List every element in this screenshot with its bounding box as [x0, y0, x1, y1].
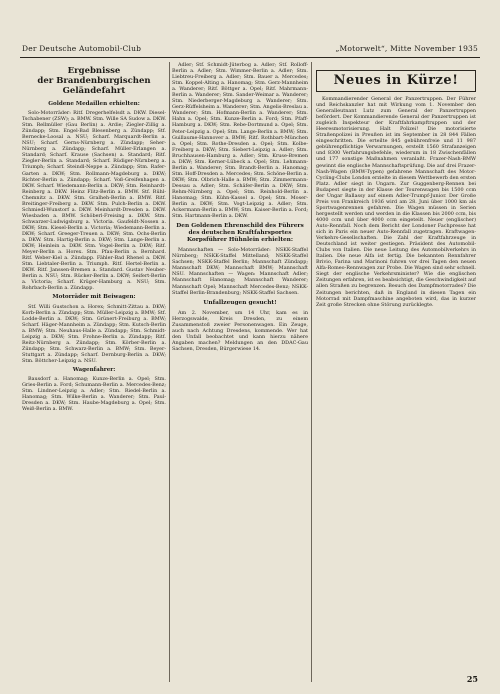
article-body: Mannschaften — Solo-Motorräder: NSKK-Staffel Nürnberg; NSKK-Staffel Mittelland; NSKK-Staffel Sachsen; NSKK-Staffel Berlin; Mannschaft Zündapp; Mannschaft DKW; Mannschaft BMW; Mannschaft NSU. Mannschaften — Wagen: Mannschaft Adler; Mannschaft Hanomag; Mannschaft Wanderer; Mannschaft Opel; Mannschaft Mercedes-Benz; NSKK-Staffel Berlin-Brandenburg; NSKK-Staffel Sachsen. — [172, 247, 308, 296]
article-title-line1: Ergebnisse — [67, 66, 121, 76]
page-number: 25 — [466, 674, 478, 684]
section-heading-ehrenschild: Den Goldenen Ehrenschild des Führers des deutschen Kraftfahrsportes Korpsführer Hühnlein erhielten: — [176, 223, 304, 244]
news-body: Kommandierender General der Panzertruppen. Der Führer und Reichskanzler hat mit Wirkung vom 1. November den Generalleutnant Lutz zum General der Panzertruppen befördert. Der Kommandierende General der Panzertruppen ist zugleich Inspekteur der Kraftfahrkampftruppen und der Heeresmotorisierung. Halt Polizei! Die motorisierte Straßenpolizei in Preußen ist im September in 28 844 Fällen eingeschritten. Die erteilte 845 gebührenfreie und 11 987 gebührenpflichtige Verwarnungen, erstellt 1560 Strafanzeigen und 8300 Verfahrungsbefehle, wiederum in 18 Zwischenfällen und 177 sonstige Maßnahmen veranlaßt. Frazer-Nash-BMW gewinnt die englische Mannschaftsprüfung. Die auf drei Frazer-Nash-Wagen (BMW-Typen) gefahrene Mannschaft des Motor-Cycling-Clubs London erzielte in diesem Wettbewerb den ersten Platz. Adler siegt in Ungarn. Zur Guggenberg-Rennen bei Budapest siegte in der Klasse der Tourenwagen bis 1500 ccm der Ungar Ballassy auf einem Adler-Trumpf-Junior. Der Große Preis von Frankreich 1936 wird am 28. Juni über 1000 km als Sportwagenrennen gefahren. Die Wagen müssen in Serien hergestellt werden und werden in die Klassen bis 2000 ccm, bis 4000 ccm und über 4000 ccm eingeteilt. Neuer (englischer) Auto-Rennfall. Noch dem Bericht der Londoner Fachpresse hat sich in Paris ein neuer Auto-Rennfall zugetragen. Kraftwagen-Verkehrs-Gesellschaften. Die Zahl der Kraftfahrzeuge in Deutschland ist weiter gestiegen. Präsident des Automobil-Clubs von Italien. Die neue Leitung des Automobilverkehrs in Italien. Die neue Alfa ist fertig. Die bekannten Rennfahrer Brivio, Farina und Marinoni fuhren vor drei Tagen den neuen Alfa-Romeo-Rennwagen zur Probe. Die Wagen sind sehr schnell. Siegt der englische Verkehrsminister? Wie die englischen Zeitungen erfahren, ist es beabsichtigt, die Geschwindigkeit auf allen Straßen zu begrenzen. Besuch des Dampfmotorrades? Die Zeitungen berichten, daß in England in diesen Tagen ein Motorrad mit Dampfmaschine angeboten wird, das in kurzer Zeit große Strecken ohne Störung zurücklegte. — [316, 96, 476, 308]
header-right: „Motorwelt“, Mitte November 1935 — [335, 44, 478, 53]
article-title-line2: der Brandenburgischen Geländefahrt — [37, 76, 151, 96]
column-divider — [311, 62, 312, 682]
column-2 — [172, 62, 308, 682]
header-left: Der Deutsche Automobil-Club — [22, 44, 142, 53]
news-box — [316, 70, 476, 92]
column-divider — [169, 62, 170, 682]
article-subhead: Goldene Medaillen erhielten: — [48, 101, 140, 107]
article-body: Am 2. November, um 14 Uhr, kam es in Herzogswalde, Kreis Dresden, zu einem Zusammenstoß zweier Personenwagen. Ein Zeuge, auch nach Achtung Dresdens, kommende. Wer hat den Unfall beobachtet und kann hierzu nähere Angaben machen? Meldungen an den DDAC-Gau Sachsen, Dresden, Bürgerwiese 14. — [172, 309, 308, 352]
article-body: Solo-Motorräder: Ritf. Dregerhelfelsdt a. DKW. Diesel-Tschabener (ZSW); a. BMW. Stm. Wille SA Sudow a. DKW. Stm. Rellmüller (Gau Berlin) a. Ardie; Ziegler-Zillig a. Zündapp; Stm. Engel-Bad Blesenberg a. Zündapp; Stf. Bernecke-Loosal a. NSU; Scharf. Marquardt-Berlin a. NSU; Scharf. Gerns-Nürnberg a. Zündapp; Seher-Nürnberg a. Zündapp; Scharf. Müller-Erlangen a. Standard; Scharf. Krause (Sachsen) a. Standard; Ritf. Ziegler-Berlin a. Standard; Scharf. Rüdiger-Nürnberg a. Triumph; Scharf. Steindl-Neppe a. Zündapp; Stm. Rafer-Garten a. DKW; Stm. Rollmann-Magdeburg a. DKW; Richter-Berlin a. Zündapp; Scharf. Voß-Greifenhagen a. DKW. Scharf. Wiedemann-Berlin a. DKW; Stm. Reinhardt-Reinberg a. DKW. Heinz Flitz-Berlin a. BMW. Stf. Rühl-Chemnitz a. DKW. Stm. Gralheh-Berlin a. BMW. Ritf. Breitinger-Freiberg a. DKW. Stm. Pulch-Berlin a. DKW. Schmiedl-Wunstorf a. DKW. Meinhardt-Dresden a. DKW. Wiesbaden a. BMW. Schöberl-Freising a. DKW. Stm. Schwarzer-Ludwigsburg a. Victoria. Gaufeldt-Nossen a. DKW; Stm. Kiesel-Berlin a. Victoria; Wiedemann-Berlin a. DKW; Scharf. Greeger-Treuen a. DKW; Stm. Ochs-Berlin a. DKW. Stm. Hartig-Berlin a. DKW; Stm. Lange-Berlin a. DKW; Heinlein a. DKW. Stm. Vogel-Berlin a. DKW; Ritf. Meyer-Berlin a. Horex. Stm. Pfau-Berlin a. Bernhard. Ritf. Weber-Kiel a. Zündapp. Fähler-Bad Rhenel a. DKW. Stm. Liebtaler-Berlin a. Triumph. Ritf. Hertel-Berlin a. DKW. Ritf. Janssen-Bremen a. Standard. Gustav Neuber-Berlin a. NSU; Stm. Rücker-Berlin a. DKW; Seifert-Berlin a. Victoria; Scharf. Krüger-Hamburg a. NSU; Stm. Rohrbach-Berlin a. Zündapp. — [22, 110, 166, 292]
column-1 — [22, 62, 166, 682]
article-body: Adler; Stf. Schmidt-Jüterbog a. Adler; Stf. Rolloff-Berlin a. Adler; Stm. Wimmer-Berlin a. Adler; Stm. Liebtreu-Freiberg a. Adler; Stm. Bauer a. Mercedes; Stm. Koppel-Alting a. Hanomag; Stm. Gerz-Mannheim a. Wanderer; Ritf. Böttger a. Opel; Ritf. Mahrmann-Berlin a. Wanderer; Stm. Sander-Weimar a. Wanderer; Stm. Niederberger-Magdeburg a. Wanderer; Stm. Gerz-Rüffelsheim a. Wanderer; Stm. Angelis-Breslau a. Wanderer; Stm. Hofmann-Berlin a. Wanderer; Stm. Hahn a. Opel; Stm. Kunze-Berlin a. Ford; Stm. Pfaff-Hamburg a. DKW; Stm. Rebe-Dortmund a. Opel; Stm. Peter-Leipzig a. Opel; Stm. Lange-Berlin a. BMW; Stm. Guillaume-Hannover a. BMW; Ritf. Rothbart-München a. Opel; Stm. Rothe-Dresden a. Opel; Stm. Kolbe-Freiberg a. DKW; Stm. Siebert-Leipzig a. Adler; Stm. Bruchhausen-Hamburg a. Adler; Stm. Kruse-Bremen a. DKW; Stm. Kerner-Lübeck a. Opel; Stm. Lehmann-Berlin a. Wanderer; Stm. Brandt-Berlin a. Hanomag; Stm. Hoff-Dresden a. Mercedes; Stm. Schöne-Berlin a. DKW; Stm. Olbrich-Halle a. BMW; Stm. Zimmermann-Dessau a. Adler; Stm. Schäfer-Berlin a. DKW; Stm. Rehm-Nürnberg a. Opel; Stm. Reinhold-Berlin a. Hanomag; Stm. Kühn-Kassel a. Opel; Stm. Moser-Berlin a. DKW; Stm. Vogt-Leipzig a. Adler; Stm. Ackermann-Berlin a. BMW; Stm. Kaiser-Berlin a. Ford; Stm. Hartmann-Berlin a. DKW. — [172, 62, 308, 220]
article-body: Bausdorf a. Hanomag; Kunze-Berlin a. Opel; Stm. Gries-Berlin a. Ford; Schumann-Berlin a. Mercedes-Benz; Stm. Lindner-Leipzig a. Adler; Stm. Riedel-Berlin a. Hanomag; Stm. Wilke-Berlin a. Wanderer; Stm. Paul-Dresden a. DKW; Stm. Haube-Magdeburg a. Opel; Stm. Weiß-Berlin a. BMW. — [22, 376, 166, 413]
running-header — [22, 44, 478, 56]
column-3 — [316, 62, 476, 682]
section-heading-unfallzeugen: Unfallzeugen gesucht! — [203, 299, 277, 306]
header-rule — [20, 57, 480, 58]
article-subhead-sidecars: Motorräder mit Beiwagen: — [52, 294, 136, 301]
news-box-title: Neues in Kürze! — [333, 73, 459, 88]
article-body: Stf. Willi Gustschon a. Horex; Schmitt-Zittau a. DKW; Korb-Berlin a. Zündapp; Stm. Müller-Leipzig a. BMW; Stf. Lodde-Berlin a. DKW; Stm. Grünert-Freiburg a. BMW; Scharf. Häger-Mannheim a. Zündapp; Stm. Kutsch-Berlin a. BMW; Stm. Neuhaus-Halle a. Zündapp; Stm. Schmidt-Leipzig a. DKW; Stm. Frohne-Berlin a. Zündapp; Ritf. Reitz-Nürnberg a. Zündapp; Stm. Körber-Berlin a. Zündapp; Stm. Schwarz-Berlin a. BMW; Stm. Beyer-Stuttgart a. Zündapp; Scharf. Dernburg-Berlin a. DKW; Stm. Böttcher-Leipzig a. NSU. — [22, 303, 166, 364]
article-subhead-cars: Wagenfahrer: — [72, 366, 116, 373]
